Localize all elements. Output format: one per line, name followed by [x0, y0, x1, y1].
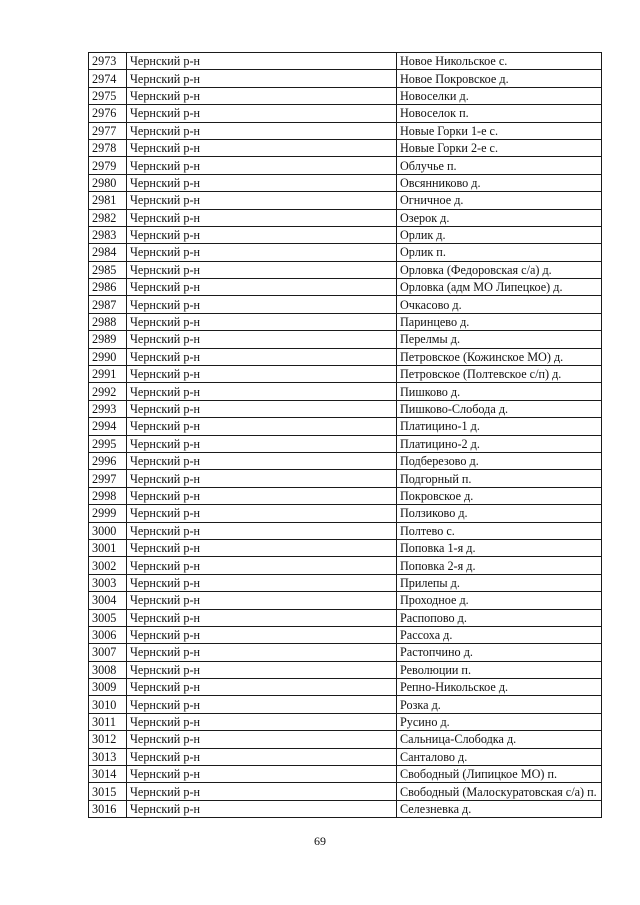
table-row — [89, 226, 602, 243]
row-number: 2977 — [89, 122, 127, 139]
district-cell: Чернский р-н — [127, 157, 397, 174]
table-row — [89, 644, 602, 661]
row-number: 2981 — [89, 192, 127, 209]
district-cell: Чернский р-н — [127, 70, 397, 87]
district-cell: Чернский р-н — [127, 348, 397, 365]
settlement-cell: Орлик п. — [397, 244, 602, 261]
row-number: 2998 — [89, 487, 127, 504]
settlement-cell: Ползиково д. — [397, 505, 602, 522]
settlement-cell: Орловка (Федоровская с/а) д. — [397, 261, 602, 278]
district-cell: Чернский р-н — [127, 539, 397, 556]
row-number: 2982 — [89, 209, 127, 226]
settlement-cell: Полтево с. — [397, 522, 602, 539]
row-number: 3002 — [89, 557, 127, 574]
district-cell: Чернский р-н — [127, 122, 397, 139]
district-cell: Чернский р-н — [127, 505, 397, 522]
row-number: 3007 — [89, 644, 127, 661]
district-cell: Чернский р-н — [127, 574, 397, 591]
district-cell: Чернский р-н — [127, 279, 397, 296]
district-cell: Чернский р-н — [127, 139, 397, 156]
district-cell: Чернский р-н — [127, 174, 397, 191]
district-cell: Чернский р-н — [127, 244, 397, 261]
table-row — [89, 470, 602, 487]
row-number: 3003 — [89, 574, 127, 591]
district-cell: Чернский р-н — [127, 696, 397, 713]
settlement-cell: Петровское (Полтевское с/п) д. — [397, 366, 602, 383]
page-number: 69 — [314, 834, 326, 848]
row-number: 3013 — [89, 748, 127, 765]
row-number: 2990 — [89, 348, 127, 365]
row-number: 2984 — [89, 244, 127, 261]
district-cell: Чернский р-н — [127, 383, 397, 400]
district-cell: Чернский р-н — [127, 400, 397, 417]
settlement-cell: Петровское (Кожинское МО) д. — [397, 348, 602, 365]
settlement-cell: Распопово д. — [397, 609, 602, 626]
row-number: 2996 — [89, 452, 127, 469]
row-number: 2979 — [89, 157, 127, 174]
settlement-cell: Орловка (адм МО Липецкое) д. — [397, 279, 602, 296]
district-cell: Чернский р-н — [127, 609, 397, 626]
settlement-cell: Пишково-Слобода д. — [397, 400, 602, 417]
row-number: 2987 — [89, 296, 127, 313]
row-number: 3000 — [89, 522, 127, 539]
row-number: 3016 — [89, 800, 127, 817]
district-cell: Чернский р-н — [127, 487, 397, 504]
table-row — [89, 487, 602, 504]
row-number: 2980 — [89, 174, 127, 191]
table-row — [89, 174, 602, 191]
row-number: 3006 — [89, 626, 127, 643]
row-number: 3004 — [89, 592, 127, 609]
row-number: 2994 — [89, 418, 127, 435]
table-row — [89, 209, 602, 226]
table-row — [89, 574, 602, 591]
table-row — [89, 331, 602, 348]
settlement-cell: Новоселки д. — [397, 87, 602, 104]
settlement-cell: Покровское д. — [397, 487, 602, 504]
settlements-table — [88, 52, 602, 818]
table-row — [89, 70, 602, 87]
settlement-cell: Овсянниково д. — [397, 174, 602, 191]
row-number: 2985 — [89, 261, 127, 278]
table-row — [89, 626, 602, 643]
table-row — [89, 279, 602, 296]
table-row — [89, 800, 602, 817]
settlement-cell: Селезневка д. — [397, 800, 602, 817]
table-row — [89, 783, 602, 800]
table-row — [89, 539, 602, 556]
settlement-cell: Рассоха д. — [397, 626, 602, 643]
row-number: 2986 — [89, 279, 127, 296]
row-number: 3015 — [89, 783, 127, 800]
table-row — [89, 87, 602, 104]
district-cell: Чернский р-н — [127, 226, 397, 243]
district-cell: Чернский р-н — [127, 331, 397, 348]
district-cell: Чернский р-н — [127, 626, 397, 643]
settlement-cell: Пишково д. — [397, 383, 602, 400]
district-cell: Чернский р-н — [127, 192, 397, 209]
row-number: 2989 — [89, 331, 127, 348]
settlement-cell: Свободный (Малоскуратовская с/а) п. — [397, 783, 602, 800]
table-row — [89, 105, 602, 122]
table-row — [89, 609, 602, 626]
settlement-cell: Платицино-2 д. — [397, 435, 602, 452]
table-row — [89, 296, 602, 313]
district-cell: Чернский р-н — [127, 366, 397, 383]
district-cell: Чернский р-н — [127, 661, 397, 678]
row-number: 3012 — [89, 731, 127, 748]
district-cell: Чернский р-н — [127, 748, 397, 765]
district-cell: Чернский р-н — [127, 592, 397, 609]
table-row — [89, 53, 602, 70]
settlement-cell: Орлик д. — [397, 226, 602, 243]
table-row — [89, 679, 602, 696]
settlement-cell: Революции п. — [397, 661, 602, 678]
settlement-cell: Репно-Никольское д. — [397, 679, 602, 696]
settlement-cell: Новое Никольское с. — [397, 53, 602, 70]
row-number: 2974 — [89, 70, 127, 87]
settlement-cell: Огничное д. — [397, 192, 602, 209]
district-cell: Чернский р-н — [127, 87, 397, 104]
row-number: 3009 — [89, 679, 127, 696]
row-number: 2976 — [89, 105, 127, 122]
row-number: 2992 — [89, 383, 127, 400]
table-row — [89, 522, 602, 539]
table-row — [89, 435, 602, 452]
district-cell: Чернский р-н — [127, 418, 397, 435]
district-cell: Чернский р-н — [127, 296, 397, 313]
row-number: 3010 — [89, 696, 127, 713]
row-number: 2995 — [89, 435, 127, 452]
district-cell: Чернский р-н — [127, 53, 397, 70]
settlement-cell: Платицино-1 д. — [397, 418, 602, 435]
table-row — [89, 313, 602, 330]
settlement-cell: Перелмы д. — [397, 331, 602, 348]
table-row — [89, 748, 602, 765]
district-cell: Чернский р-н — [127, 557, 397, 574]
table-row — [89, 157, 602, 174]
table-row — [89, 661, 602, 678]
district-cell: Чернский р-н — [127, 679, 397, 696]
row-number: 2973 — [89, 53, 127, 70]
settlement-cell: Новые Горки 2-е с. — [397, 139, 602, 156]
table-row — [89, 192, 602, 209]
settlement-cell: Подгорный п. — [397, 470, 602, 487]
row-number: 2975 — [89, 87, 127, 104]
table-row — [89, 592, 602, 609]
row-number: 3008 — [89, 661, 127, 678]
settlement-cell: Свободный (Липицкое МО) п. — [397, 766, 602, 783]
district-cell: Чернский р-н — [127, 261, 397, 278]
settlement-cell: Новоселок п. — [397, 105, 602, 122]
row-number: 3005 — [89, 609, 127, 626]
settlement-cell: Поповка 2-я д. — [397, 557, 602, 574]
table-row — [89, 766, 602, 783]
settlement-cell: Озерок д. — [397, 209, 602, 226]
row-number: 3001 — [89, 539, 127, 556]
table-row — [89, 418, 602, 435]
row-number: 2978 — [89, 139, 127, 156]
row-number: 2983 — [89, 226, 127, 243]
settlement-cell: Прилепы д. — [397, 574, 602, 591]
settlement-cell: Растопчино д. — [397, 644, 602, 661]
district-cell: Чернский р-н — [127, 713, 397, 730]
district-cell: Чернский р-н — [127, 209, 397, 226]
row-number: 2999 — [89, 505, 127, 522]
district-cell: Чернский р-н — [127, 766, 397, 783]
district-cell: Чернский р-н — [127, 783, 397, 800]
settlement-cell: Новое Покровское д. — [397, 70, 602, 87]
table-row — [89, 713, 602, 730]
district-cell: Чернский р-н — [127, 435, 397, 452]
row-number: 3011 — [89, 713, 127, 730]
table-body — [89, 53, 602, 818]
row-number: 3014 — [89, 766, 127, 783]
district-cell: Чернский р-н — [127, 800, 397, 817]
table-row — [89, 348, 602, 365]
settlement-cell: Подберезово д. — [397, 452, 602, 469]
settlement-cell: Розка д. — [397, 696, 602, 713]
district-cell: Чернский р-н — [127, 452, 397, 469]
table-row — [89, 261, 602, 278]
table-row — [89, 244, 602, 261]
row-number: 2997 — [89, 470, 127, 487]
settlement-cell: Поповка 1-я д. — [397, 539, 602, 556]
district-cell: Чернский р-н — [127, 470, 397, 487]
district-cell: Чернский р-н — [127, 105, 397, 122]
table-row — [89, 731, 602, 748]
district-cell: Чернский р-н — [127, 731, 397, 748]
table-row — [89, 696, 602, 713]
settlement-cell: Санталово д. — [397, 748, 602, 765]
row-number: 2988 — [89, 313, 127, 330]
settlement-cell: Проходное д. — [397, 592, 602, 609]
settlement-cell: Сальница-Слободка д. — [397, 731, 602, 748]
table-row — [89, 366, 602, 383]
settlement-cell: Паринцево д. — [397, 313, 602, 330]
table-row — [89, 139, 602, 156]
settlement-cell: Русино д. — [397, 713, 602, 730]
table-row — [89, 400, 602, 417]
settlement-cell: Новые Горки 1-е с. — [397, 122, 602, 139]
settlement-cell: Облучье п. — [397, 157, 602, 174]
row-number: 2991 — [89, 366, 127, 383]
district-cell: Чернский р-н — [127, 522, 397, 539]
table-row — [89, 557, 602, 574]
row-number: 2993 — [89, 400, 127, 417]
district-cell: Чернский р-н — [127, 644, 397, 661]
table-row — [89, 122, 602, 139]
table-row — [89, 383, 602, 400]
table-row — [89, 452, 602, 469]
settlement-cell: Очкасово д. — [397, 296, 602, 313]
district-cell: Чернский р-н — [127, 313, 397, 330]
table-row — [89, 505, 602, 522]
